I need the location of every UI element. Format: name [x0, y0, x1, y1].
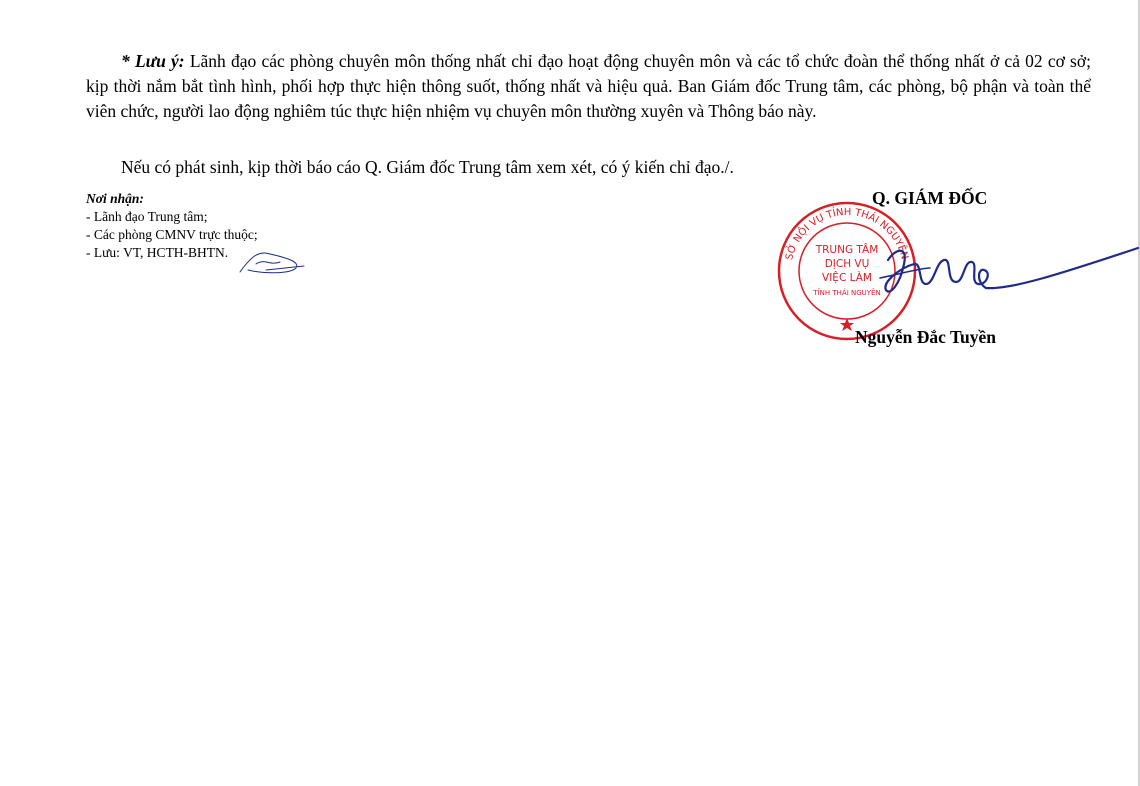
seal-line: VIỆC LÀM [822, 272, 872, 284]
note-paragraph [86, 49, 1091, 124]
note-label: * Lưu ý: [121, 51, 185, 71]
seal-star-icon [840, 318, 854, 331]
initial-mark [230, 240, 310, 276]
recipients-title: Nơi nhận: [86, 191, 144, 206]
signer-name: Nguyễn Đắc Tuyền [855, 327, 997, 347]
signer-title: Q. GIÁM ĐỐC [872, 188, 988, 208]
seal-line: DỊCH VỤ [824, 258, 870, 270]
note-text: Lãnh đạo các phòng chuyên môn thống nhất chỉ đạo hoạt động chuyên môn và các tổ chức đoàn thể thống nhất ở cả 02 cơ sở; kịp thời nắm bắt tình hình, phối hợp thực hiện thông suốt, thống nhất và hiệu quả. Ban Giám đốc Trung tâm, các phòng, bộ phận và toàn thể viên chức, người lao động nghiêm túc thực hiện nhiệm vụ chuyên môn thường xuyên và Thông báo này. [86, 51, 1091, 121]
report-paragraph: Nếu có phát sinh, kịp thời báo cáo Q. Giám đốc Trung tâm xem xét, có ý kiến chỉ đạo./. [121, 157, 734, 177]
seal-line: TRUNG TÂM [815, 244, 879, 256]
seal-line: TỈNH THÁI NGUYÊN [813, 289, 881, 297]
seal-outer-path: SỞ NỘI VỤ TỈNH THÁI NGUYÊN [784, 206, 910, 262]
recipient-item: - Các phòng CMNV trực thuộc; [86, 227, 258, 242]
recipient-item: - Lãnh đạo Trung tâm; [86, 209, 208, 224]
recipient-item: - Lưu: VT, HCTH-BHTN. [86, 245, 229, 260]
signature [860, 238, 1140, 308]
